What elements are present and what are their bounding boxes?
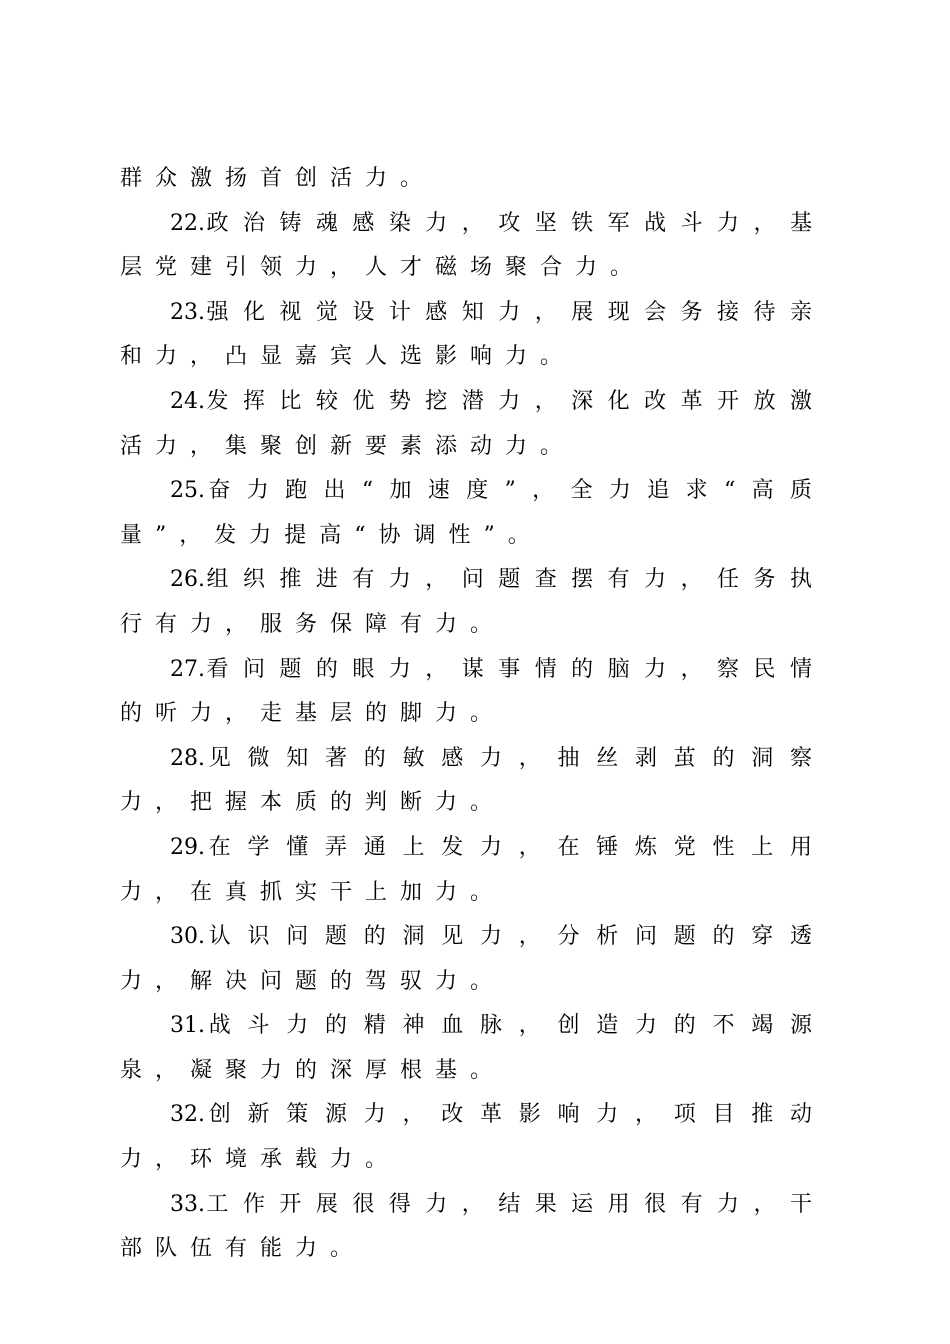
- list-item-23: [120, 291, 825, 380]
- item-text: 认识问题的洞见力，分析问题的穿透力，解决问题的驾驭力。: [120, 924, 825, 994]
- item-text: 发挥比较优势挖潜力，深化改革开放激活力，集聚创新要素添动力。: [120, 388, 825, 459]
- list-item-22: [120, 202, 825, 291]
- list-item-25: [120, 469, 825, 558]
- item-text: 战斗力的精神血脉，创造力的不竭源泉，凝聚力的深厚根基。: [120, 1013, 825, 1083]
- item-text: 见微知著的敏感力，抽丝剥茧的洞察力，把握本质的判断力。: [120, 745, 825, 816]
- list-item-28: [120, 737, 825, 826]
- continuation-paragraph: 群众激扬首创活力。: [120, 166, 436, 191]
- item-number: 23.: [170, 299, 205, 325]
- document-page: [120, 157, 825, 1272]
- item-text: 看问题的眼力，谋事情的脑力，察民情的听力，走基层的脚力。: [120, 656, 825, 727]
- item-text: 工作开展很得力，结果运用很有力，干部队伍有能力。: [120, 1191, 825, 1262]
- item-number: 26.: [170, 567, 205, 593]
- item-text: 创新策源力，改革影响力，项目推动力，环境承载力。: [120, 1102, 825, 1173]
- item-text: 奋力跑出“加速度”，全力追求“高质量”，发力提高“协调性”。: [120, 478, 825, 548]
- list-item-30: [120, 915, 825, 1004]
- item-number: 24.: [170, 388, 205, 414]
- item-text: 政治铸魂感染力，攻坚铁军战斗力，基层党建引领力，人才磁场聚合力。: [120, 210, 825, 281]
- item-number: 29.: [170, 834, 205, 860]
- list-item-26: [120, 558, 825, 647]
- list-item-33: [120, 1183, 825, 1272]
- item-number: 33.: [170, 1191, 205, 1217]
- list-item-27: [120, 648, 825, 737]
- item-text: 组织推进有力，问题查摆有力，任务执行有力，服务保障有力。: [120, 567, 825, 637]
- item-number: 22.: [170, 210, 205, 236]
- list-item-29: [120, 826, 825, 915]
- item-number: 30.: [170, 924, 205, 950]
- item-number: 27.: [170, 656, 205, 682]
- list-item-31: [120, 1004, 825, 1093]
- item-number: 32.: [170, 1102, 205, 1128]
- item-number: 31.: [170, 1013, 205, 1039]
- item-number: 25.: [170, 478, 205, 504]
- item-number: 28.: [170, 745, 205, 771]
- item-text: 强化视觉设计感知力，展现会务接待亲和力，凸显嘉宾人选影响力。: [120, 299, 825, 370]
- list-item-32: [120, 1093, 825, 1182]
- item-text: 在学懂弄通上发力，在锤炼党性上用力，在真抓实干上加力。: [120, 834, 825, 905]
- list-item-24: [120, 380, 825, 469]
